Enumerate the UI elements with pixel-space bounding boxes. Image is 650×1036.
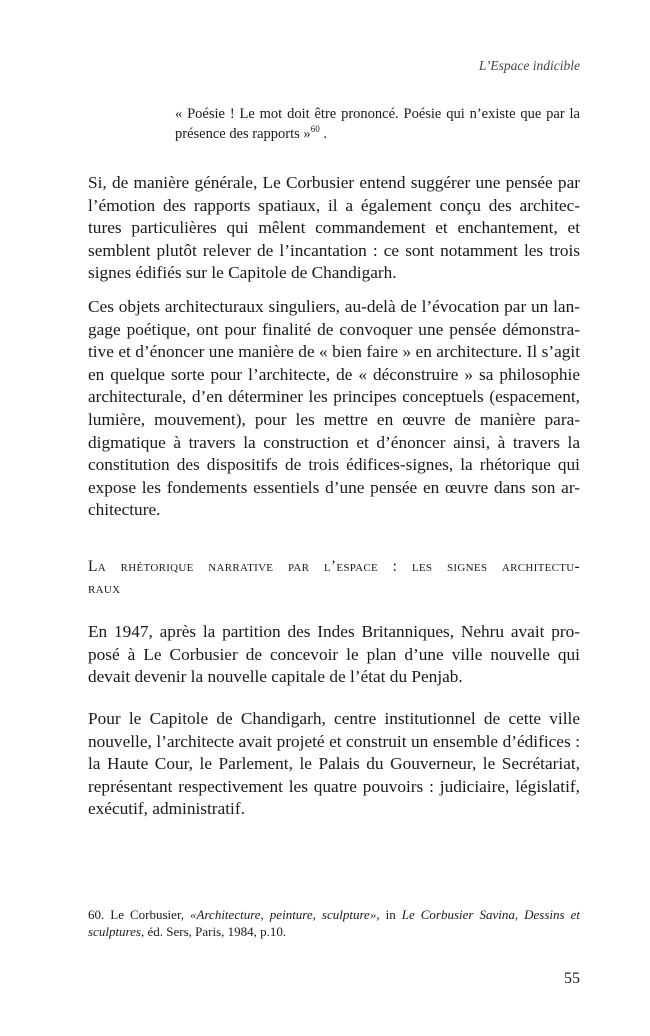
- footnote: [88, 907, 580, 940]
- block-quote: [175, 104, 580, 145]
- heading-line: raux: [88, 580, 121, 597]
- footnote-rest: , éd. Sers, Paris, 1984, p.10.: [140, 923, 287, 939]
- section-heading: [88, 556, 580, 600]
- footnote-num: 60. Le Corbusier,: [88, 907, 191, 922]
- paragraph-line: exécutif, administratif.: [88, 799, 245, 819]
- paragraph-line: posé à Le Corbusier de concevoir le plan d’une ville nouvelle qui: [88, 644, 580, 664]
- paragraph-line: la Haute Cour, le Parlement, le Palais du Gouverneur, le Secrétariat,: [88, 754, 580, 774]
- paragraph-line: Ces objets architecturaux singuliers, au-delà de l’évocation par un lan-: [88, 297, 580, 316]
- footnote-title: «Architecture, peinture, sculpture»: [190, 907, 377, 922]
- running-head: L’Espace indicible: [478, 58, 580, 73]
- footnote-ref[interactable]: 60: [310, 124, 320, 134]
- paragraph-2: [88, 296, 580, 522]
- footnote-mid: , in: [376, 907, 402, 922]
- heading-line: La rhétorique narrative par l’espace : les signes architectu-: [88, 558, 580, 575]
- quote-line: « Poésie ! Le mot doit être prononcé. Poésie qui n’existe que par la: [175, 106, 580, 122]
- quote-line-2: [175, 124, 580, 145]
- paragraph-line: digmatique à travers la construction et d’énoncer ainsi, à travers la: [88, 432, 580, 452]
- footnote-book: Le Corbusier Savina, Dessins et: [401, 907, 580, 922]
- paragraph-line: en quelque sorte pour l’architecte, de « déconstruire » sa philosophie: [88, 364, 580, 384]
- paragraph-3: [88, 621, 580, 689]
- footnote-book-2: sculptures: [88, 923, 141, 939]
- quote-text: présence des rapports »: [175, 126, 311, 142]
- paragraph-line: Pour le Capitole de Chandigarh, centre institutionnel de cette ville: [88, 709, 580, 728]
- paragraph-line: nouvelle, l’architecte avait projeté et construit un ensemble d’édifices :: [88, 731, 580, 751]
- quote-end: .: [319, 126, 327, 142]
- footnote-line-1: [88, 907, 580, 924]
- paragraph-4: [88, 708, 580, 821]
- paragraph-1: [88, 172, 580, 285]
- paragraph-line: architecturale, d’en déterminer les principes conceptuels (espacement,: [88, 387, 580, 407]
- paragraph-line: Si, de manière générale, Le Corbusier entend suggérer une pensée par: [88, 173, 580, 192]
- paragraph-line: constitution des dispositifs de trois édifices-signes, la rhétorique qui: [88, 455, 580, 475]
- paragraph-line: tures particulières qui mêlent commandement et enchantement, et: [88, 218, 580, 238]
- paragraph-line: chitecture.: [88, 500, 161, 520]
- paragraph-line: représentant respectivement les quatre pouvoirs : judiciaire, législatif,: [88, 776, 580, 796]
- paragraph-line: gage poétique, ont pour finalité de convoquer une pensée démonstra-: [88, 319, 580, 339]
- paragraph-line: l’émotion des rapports spatiaux, il a également conçu des architec-: [88, 195, 580, 215]
- footnote-line-2: [88, 924, 580, 941]
- paragraph-line: lumière, mouvement), pour les mettre en œuvre de manière para-: [88, 409, 580, 429]
- paragraph-line: En 1947, après la partition des Indes Britanniques, Nehru avait pro-: [88, 622, 580, 641]
- paragraph-line: devait devenir la nouvelle capitale de l’état du Penjab.: [88, 667, 463, 687]
- page-number: 55: [564, 970, 580, 987]
- paragraph-line: signes édifiés sur le Capitole de Chandigarh.: [88, 263, 397, 283]
- paragraph-line: tive et d’énoncer une manière de « bien faire » en architecture. Il s’agit: [88, 342, 580, 362]
- paragraph-line: expose les fondements essentiels d’une pensée en œuvre dans son ar-: [88, 477, 580, 497]
- paragraph-line: semblent plutôt relever de l’incantation : ce sont notamment les trois: [88, 240, 580, 260]
